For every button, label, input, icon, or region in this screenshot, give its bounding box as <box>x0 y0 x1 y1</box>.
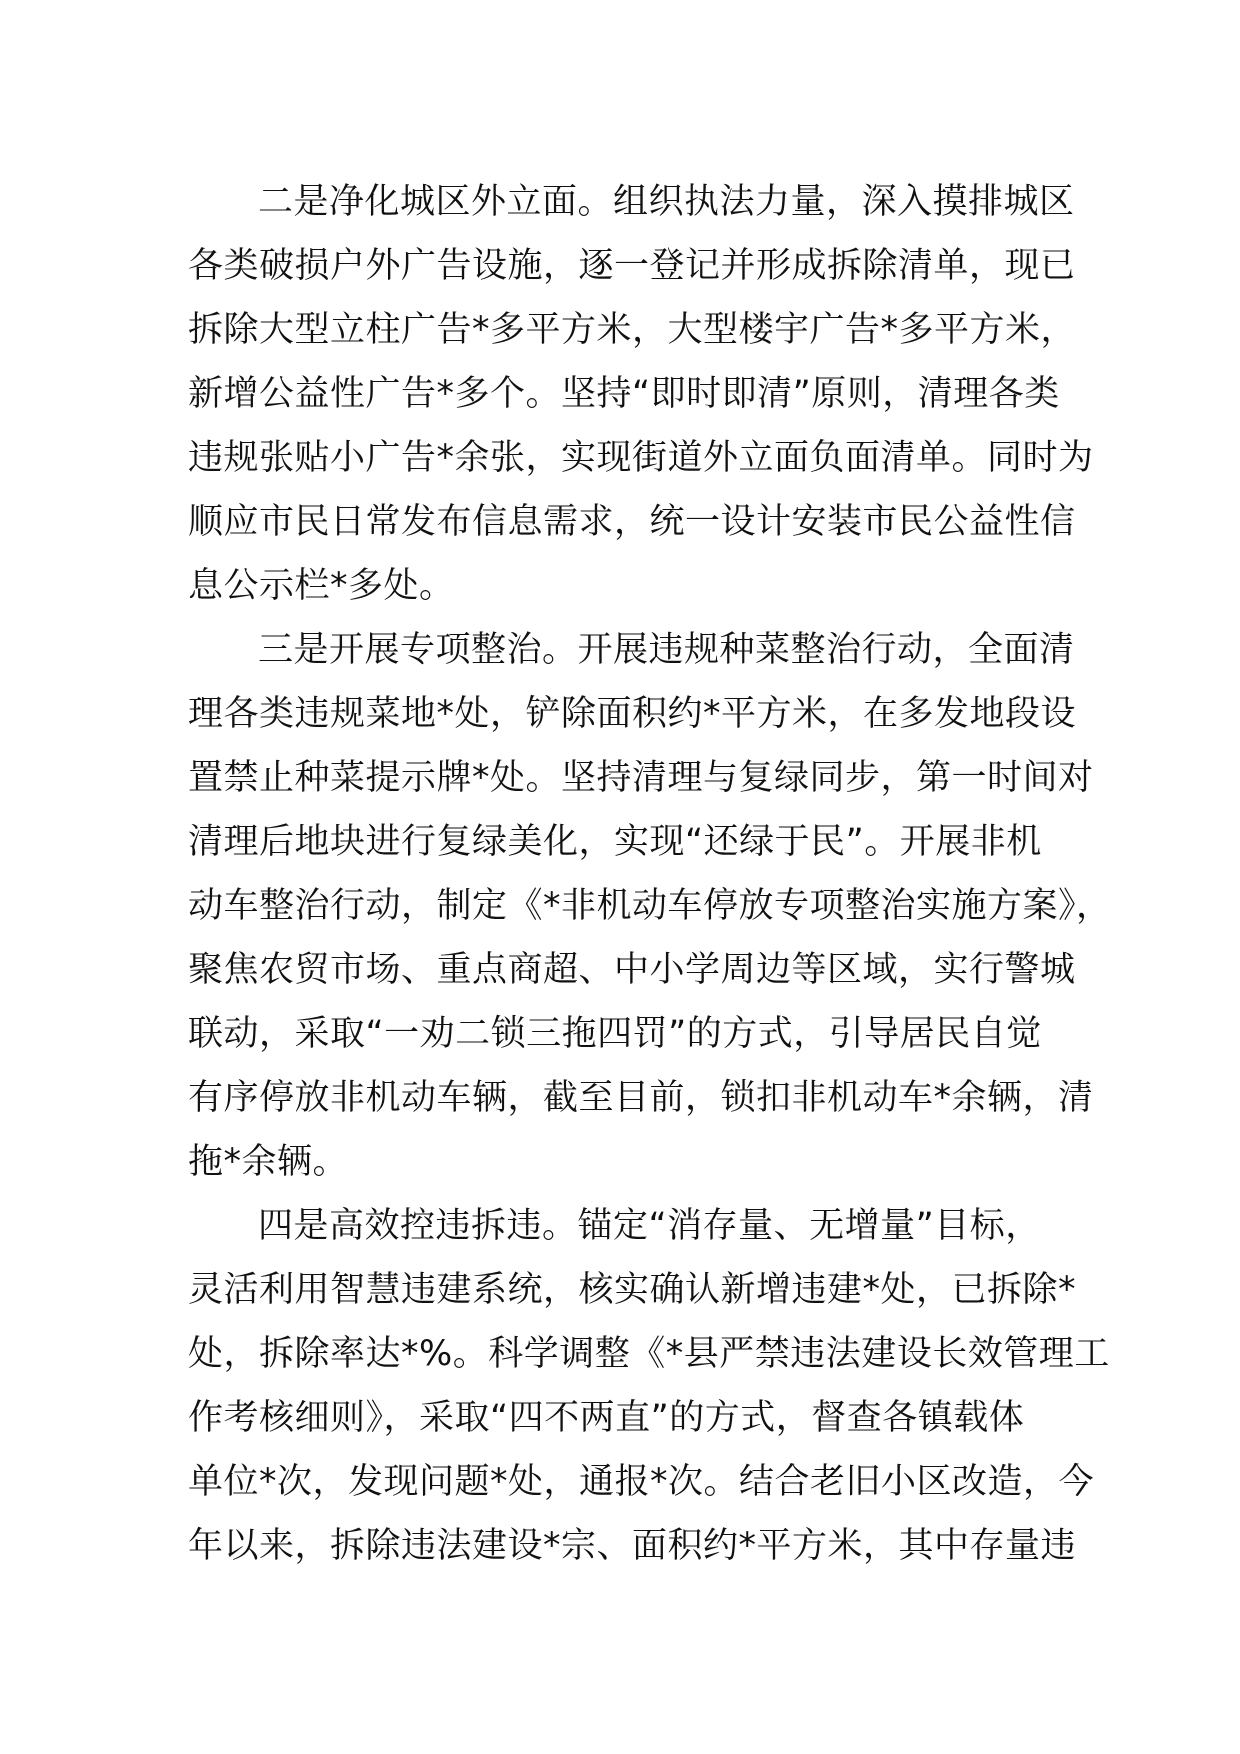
text-line: 拆除大型立柱广告*多平方米，大型楼宇广告*多平方米， <box>188 310 1077 350</box>
text-line: 二是净化城区外立面。组织执法力量，深入摸排城区 <box>258 182 1075 222</box>
text-line: 年以来，拆除违法建设*宗、面积约*平方米，其中存量违 <box>188 1526 1077 1566</box>
text-line: 清理后地块进行复绿美化，实现“还绿于民”。开展非机 <box>188 822 1042 862</box>
text-line: 联动，采取“一劝二锁三拖四罚”的方式，引导居民自觉 <box>188 1014 1042 1054</box>
text-line: 作考核细则》，采取“四不两直”的方式，督查各镇载体 <box>188 1398 1025 1438</box>
text-line: 聚焦农贸市场、重点商超、中小学周边等区域，实行警城 <box>188 950 1076 990</box>
text-line: 处，拆除率达*%。科学调整《*县严禁违法建设长效管理工 <box>188 1334 1110 1374</box>
text-line: 顺应市民日常发布信息需求，统一设计安装市民公益性信 <box>188 502 1076 542</box>
document-body <box>188 170 1112 1578</box>
paragraph-illegal-construction <box>188 1194 1110 1578</box>
text-line: 各类破损户外广告设施，逐一登记并形成拆除清单，现已 <box>188 246 1076 286</box>
paragraph-special-rectification <box>188 618 1112 1194</box>
text-line: 三是开展专项整治。开展违规种菜整治行动，全面清 <box>258 630 1075 670</box>
text-line: 拖*余辆。 <box>188 1142 349 1182</box>
text-line: 息公示栏*多处。 <box>188 566 455 606</box>
text-line: 新增公益性广告*多个。坚持“即时即清”原则，清理各类 <box>188 374 1060 414</box>
text-line: 灵活利用智慧违建系统，核实确认新增违建*处，已拆除* <box>188 1270 1077 1310</box>
paragraph-facade-cleanup <box>188 170 1094 618</box>
text-line: 动车整治行动，制定《*非机动车停放专项整治实施方案》， <box>188 886 1112 926</box>
text-line: 四是高效控违拆违。锚定“消存量、无增量”目标， <box>258 1206 1041 1246</box>
text-line: 违规张贴小广告*余张，实现街道外立面负面清单。同时为 <box>188 438 1094 478</box>
text-line: 置禁止种菜提示牌*处。坚持清理与复绿同步，第一时间对 <box>188 758 1094 798</box>
text-line: 理各类违规菜地*处，铲除面积约*平方米，在多发地段设 <box>188 694 1077 734</box>
text-line: 单位*次，发现问题*处，通报*次。结合老旧小区改造，今 <box>188 1462 1095 1502</box>
text-line: 有序停放非机动车辆，截至目前，锁扣非机动车*余辆，清 <box>188 1078 1094 1118</box>
